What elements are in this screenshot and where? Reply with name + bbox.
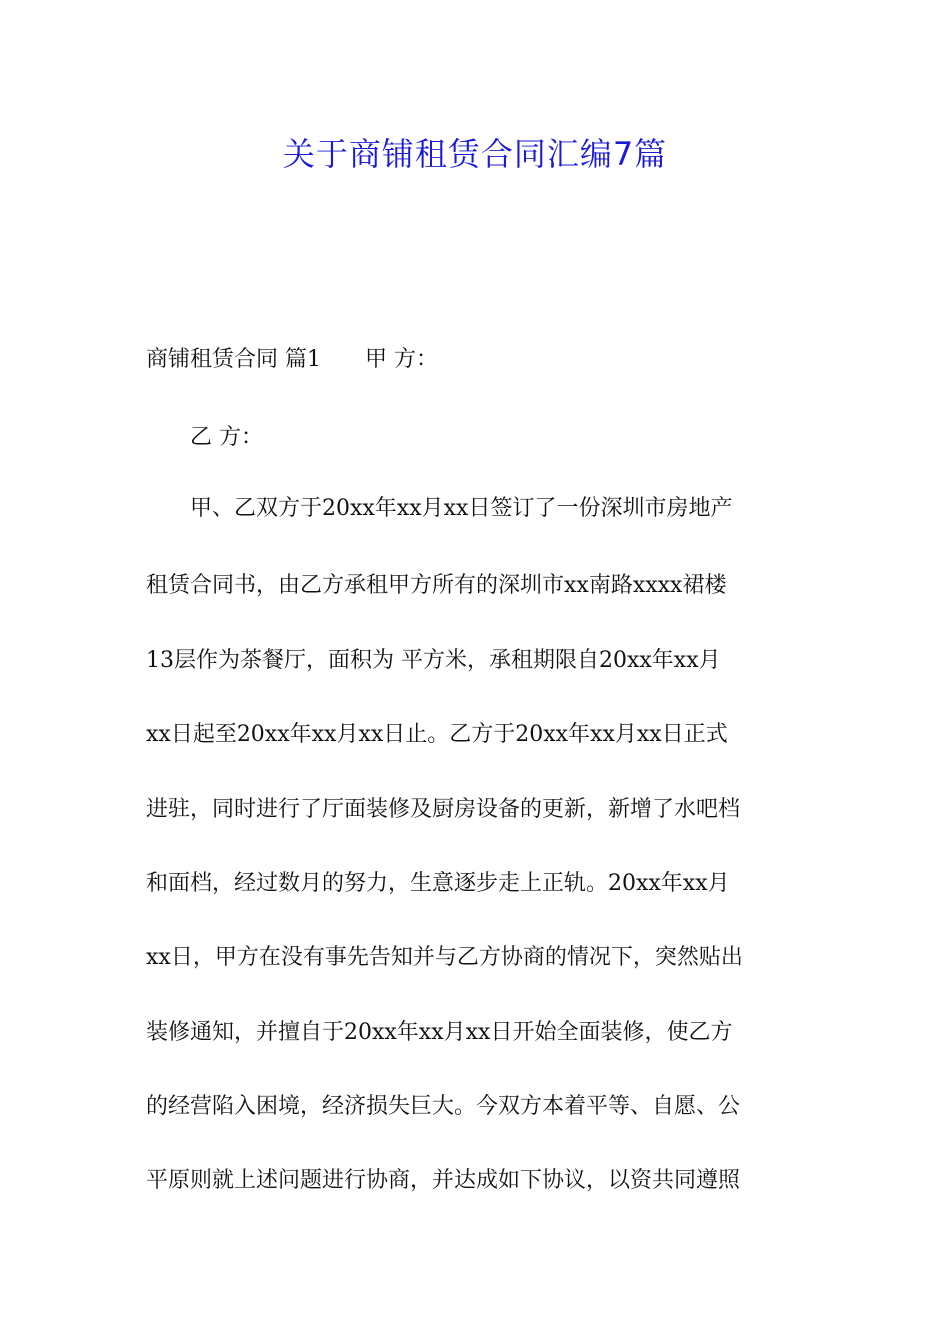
body-line: 和面档，经过数月的努力，生意逐步走上正轨。20xx年xx月 [146, 871, 730, 896]
party-b-label: 乙 方： [190, 425, 263, 450]
body-line: 平原则就上述问题进行协商，并达成如下协议，以资共同遵照 [146, 1168, 741, 1193]
section-heading: 商铺租赁合同 篇1 [146, 347, 321, 372]
document-title: 关于商铺租赁合同汇编7篇 [282, 135, 668, 173]
body-line: 的经营陷入困境，经济损失巨大。今双方本着平等、自愿、公 [146, 1094, 741, 1119]
party-a-label: 甲 方： [365, 347, 438, 372]
body-line: 进驻，同时进行了厅面装修及厨房设备的更新，新增了水吧档 [146, 797, 741, 822]
body-line: xx日，甲方在没有事先告知并与乙方协商的情况下，突然贴出 [146, 945, 743, 970]
body-line: 装修通知，并擅自于20xx年xx月xx日开始全面装修，使乙方 [146, 1020, 733, 1045]
body-line: xx日起至20xx年xx月xx日止。乙方于20xx年xx月xx日正式 [146, 722, 728, 747]
body-line: 租赁合同书，由乙方承租甲方所有的深圳市xx南路xxxx裙楼 [146, 573, 727, 598]
body-line: 13层作为茶餐厅，面积为 平方米，承租期限自20xx年xx月 [146, 648, 721, 673]
body-line: 甲、乙双方于20xx年xx月xx日签订了一份深圳市房地产 [190, 496, 733, 521]
section-heading-line [146, 345, 438, 375]
